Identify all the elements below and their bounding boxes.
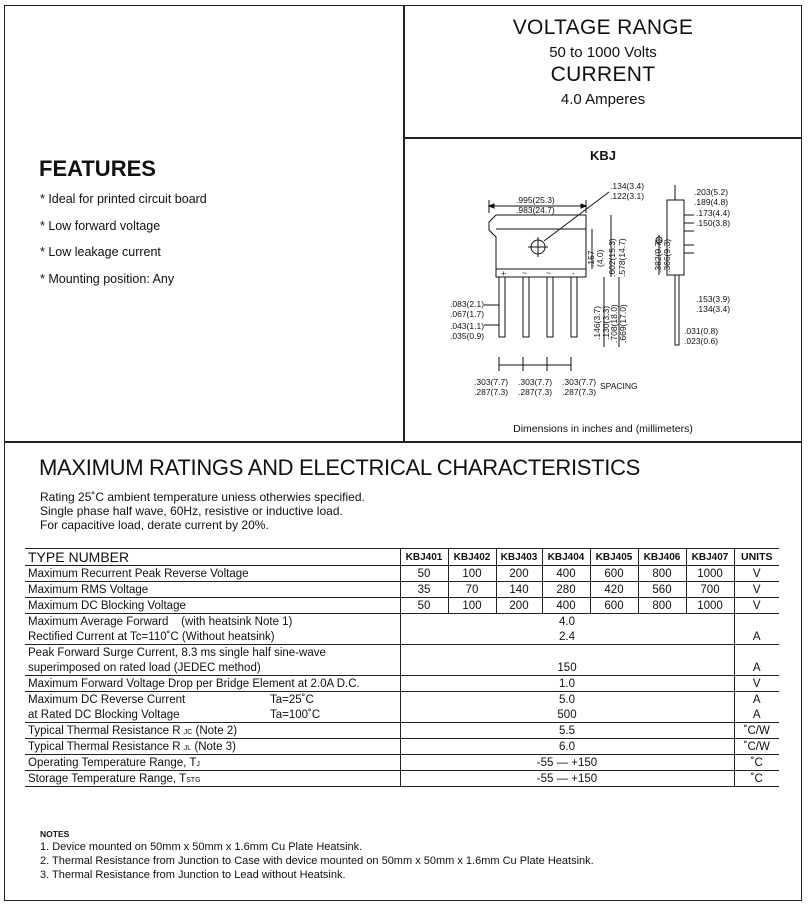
cell-value: 1000 bbox=[686, 598, 734, 614]
table-row bbox=[25, 692, 779, 708]
model-header: KBJ404 bbox=[542, 549, 590, 566]
dim-spacing1-max: .303(7.7) bbox=[474, 377, 509, 387]
dim-side-top-min: .189(4.8) bbox=[694, 197, 729, 207]
dim-lead-len1-max: .146(3.7) bbox=[592, 305, 602, 340]
unit-cell: ˚C bbox=[734, 755, 779, 771]
dim-lead-len2-min: .669(17.0) bbox=[618, 304, 628, 343]
table-row bbox=[25, 582, 779, 598]
note-item: 2. Thermal Resistance from Junction to Case with device mounted on 50mm x 50mm x 1.6mm Cu Plate Heatsink. bbox=[40, 855, 594, 867]
cell-value: 50 bbox=[400, 566, 448, 582]
dim-h1-max: .157 bbox=[586, 250, 596, 267]
cell-value: 5.0 bbox=[400, 692, 734, 708]
cell-value: 600 bbox=[590, 566, 638, 582]
dim-side-lead-max: .153(3.9) bbox=[696, 294, 731, 304]
dim-lead-w-min: .067(1.7) bbox=[450, 309, 485, 319]
rjl-sub: JL bbox=[183, 744, 192, 752]
unit-cell: V bbox=[734, 566, 779, 582]
cell-value: 100 bbox=[448, 598, 496, 614]
divider-header bbox=[404, 137, 802, 139]
table-row bbox=[25, 660, 779, 676]
dim-side-top-max: .203(5.2) bbox=[694, 187, 729, 197]
cell-value: 200 bbox=[496, 566, 542, 582]
rjc-note: (Note 2) bbox=[195, 724, 238, 737]
unit-cell: A bbox=[734, 629, 779, 645]
diagram-caption: Dimensions in inches and (millimeters) bbox=[513, 423, 693, 435]
unit-cell: A bbox=[734, 707, 779, 723]
dim-side-lead-min: .134(3.4) bbox=[696, 304, 731, 314]
cell-value: 800 bbox=[638, 598, 686, 614]
rjc-sub: JC bbox=[183, 728, 193, 736]
param-label bbox=[25, 771, 400, 787]
tstg-label: Storage Temperature Range, T bbox=[28, 772, 187, 785]
dim-hole-max: .134(3.4) bbox=[610, 181, 645, 191]
feature-item: * Ideal for printed circuit board bbox=[40, 192, 207, 206]
cell-value: 400 bbox=[542, 598, 590, 614]
param-label: Maximum Average Forward (with heatsink Note 1) bbox=[25, 614, 400, 630]
features-list bbox=[40, 192, 207, 298]
cell-value: 500 bbox=[400, 707, 734, 723]
ir-line2: at Rated DC Blocking Voltage bbox=[28, 708, 180, 721]
dim-spacing3-min: .287(7.3) bbox=[562, 387, 597, 397]
condition-line: Rating 25˚C ambient temperature uniess otherwies specified. bbox=[40, 490, 365, 504]
model-header: KBJ402 bbox=[448, 549, 496, 566]
param-label: Rectified Current at Tc=110˚C (Without heatsink) bbox=[25, 629, 400, 645]
dim-side-h-max: .382(9.7) bbox=[653, 238, 663, 273]
table-row bbox=[25, 598, 779, 614]
cell-value: 6.0 bbox=[400, 739, 734, 755]
dim-lead-t-max: .043(1.1) bbox=[450, 321, 485, 331]
dim-width-min: .983(24.7) bbox=[516, 205, 555, 215]
dim-lead-t-min: .035(0.9) bbox=[450, 331, 485, 341]
dim-h2-max: .602(15.3) bbox=[607, 238, 617, 277]
table-row bbox=[25, 645, 779, 661]
voltage-range-value: 50 to 1000 Volts bbox=[549, 44, 657, 61]
cell-value: 800 bbox=[638, 566, 686, 582]
current-value: 4.0 Amperes bbox=[560, 91, 646, 108]
terminal-minus-label: - bbox=[572, 268, 575, 278]
cell-value bbox=[400, 645, 734, 661]
rating-conditions bbox=[40, 490, 365, 533]
cell-value: 1.0 bbox=[400, 676, 734, 692]
dim-spacing1-min: .287(7.3) bbox=[474, 387, 509, 397]
ir-cond1: Ta=25˚C bbox=[270, 693, 314, 706]
cell-value: 35 bbox=[400, 582, 448, 598]
model-header: KBJ406 bbox=[638, 549, 686, 566]
param-label: Maximum RMS Voltage bbox=[25, 582, 400, 598]
param-label: superimposed on rated load (JEDEC method) bbox=[25, 660, 400, 676]
unit-cell bbox=[734, 614, 779, 630]
package-title: KBJ bbox=[589, 148, 616, 163]
type-number-header: TYPE NUMBER bbox=[25, 549, 400, 566]
unit-cell: ˚C/W bbox=[734, 723, 779, 739]
rjl-label: Typical Thermal Resistance R bbox=[28, 740, 181, 753]
ratings-table bbox=[25, 548, 779, 787]
note-item: 3. Thermal Resistance from Junction to Lead without Heatsink. bbox=[40, 869, 346, 881]
dim-lead-len2-max: .708(18.0) bbox=[609, 304, 619, 343]
dim-lead-w-max: .083(2.1) bbox=[450, 299, 485, 309]
table-row bbox=[25, 629, 779, 645]
param-label bbox=[25, 739, 400, 755]
feature-item: * Low forward voltage bbox=[40, 218, 161, 233]
cell-value: 280 bbox=[542, 582, 590, 598]
cell-value: 560 bbox=[638, 582, 686, 598]
model-header: KBJ407 bbox=[686, 549, 734, 566]
dim-h1-min: (4.0) bbox=[595, 249, 605, 267]
dim-hole-min: .122(3.1) bbox=[610, 191, 645, 201]
divider-top-section bbox=[4, 441, 802, 443]
cell-value: 400 bbox=[542, 566, 590, 582]
notes-title: NOTES bbox=[40, 829, 70, 839]
param-label bbox=[25, 723, 400, 739]
feature-item: * Low leakage current bbox=[40, 245, 161, 259]
dim-side-mid-min: .150(3.8) bbox=[696, 218, 731, 228]
cell-value: 2.4 bbox=[400, 629, 734, 645]
notes-section bbox=[40, 828, 594, 882]
unit-cell: A bbox=[734, 660, 779, 676]
cell-value: 5.5 bbox=[400, 723, 734, 739]
cell-value: 140 bbox=[496, 582, 542, 598]
unit-cell: V bbox=[734, 676, 779, 692]
table-row bbox=[25, 614, 779, 630]
dim-side-h-min: .366(9.3) bbox=[662, 238, 672, 273]
spacing-label: SPACING bbox=[600, 381, 638, 391]
condition-line: Single phase half wave, 60Hz, resistive or inductive load. bbox=[40, 504, 343, 519]
tj-sub: J bbox=[196, 760, 200, 768]
cell-value: -55 — +150 bbox=[400, 755, 734, 771]
terminal-plus-label: + bbox=[501, 268, 506, 278]
unit-cell: V bbox=[734, 582, 779, 598]
rjl-note: (Note 3) bbox=[194, 740, 236, 753]
cell-value: 100 bbox=[448, 566, 496, 582]
cell-value: 700 bbox=[686, 582, 734, 598]
table-row bbox=[25, 566, 779, 582]
model-header: KBJ401 bbox=[400, 549, 448, 566]
current-label: CURRENT bbox=[550, 63, 656, 86]
table-row bbox=[25, 723, 779, 739]
dim-side-thk-max: .031(0.8) bbox=[684, 326, 719, 336]
param-label bbox=[25, 707, 400, 723]
param-label: Maximum Forward Voltage Drop per Bridge Element at 2.0A D.C. bbox=[25, 676, 400, 692]
cell-value: 50 bbox=[400, 598, 448, 614]
cell-value: 600 bbox=[590, 598, 638, 614]
dim-spacing2-max: .303(7.7) bbox=[518, 377, 553, 387]
param-label: Maximum DC Blocking Voltage bbox=[25, 598, 400, 614]
features-title: FEATURES bbox=[39, 156, 156, 181]
table-row bbox=[25, 755, 779, 771]
ir-cond2: Ta=100˚C bbox=[270, 708, 321, 721]
param-label bbox=[25, 755, 400, 771]
dim-side-thk-min: .023(0.6) bbox=[684, 336, 719, 346]
cell-value: -55 — +150 bbox=[400, 771, 734, 787]
terminal-ac2-label: ~ bbox=[546, 268, 551, 278]
feature-item: * Mounting position: Any bbox=[40, 271, 175, 286]
tstg-sub: STG bbox=[186, 776, 201, 784]
param-label: Maximum Recurrent Peak Reverse Voltage bbox=[25, 566, 400, 582]
unit-cell: V bbox=[734, 598, 779, 614]
unit-cell: ˚C bbox=[734, 771, 779, 787]
condition-line: For capacitive load, derate current by 20%. bbox=[40, 518, 269, 533]
note-item: 1. Device mounted on 50mm x 50mm x 1.6mm Cu Plate Heatsink. bbox=[40, 841, 363, 853]
table-row bbox=[25, 771, 779, 787]
terminal-ac1-label: ~ bbox=[522, 268, 527, 278]
unit-cell: ˚C/W bbox=[734, 739, 779, 755]
voltage-range-label: VOLTAGE RANGE bbox=[512, 16, 694, 39]
model-header: KBJ405 bbox=[590, 549, 638, 566]
dim-lead-len1-min: .130(3.3) bbox=[601, 305, 611, 340]
cell-value: 200 bbox=[496, 598, 542, 614]
cell-value: 4.0 bbox=[400, 614, 734, 630]
dim-h2-min: .578(14.7) bbox=[617, 238, 627, 277]
unit-cell bbox=[734, 645, 779, 661]
table-header-row bbox=[25, 549, 779, 566]
package-outline-drawing bbox=[404, 165, 802, 420]
tj-label: Operating Temperature Range, T bbox=[28, 756, 197, 769]
cell-value: 420 bbox=[590, 582, 638, 598]
units-header: UNITS bbox=[734, 549, 779, 566]
rating-header bbox=[404, 16, 802, 108]
table-row bbox=[25, 676, 779, 692]
rjc-label: Typical Thermal Resistance R bbox=[28, 724, 181, 737]
dim-width-max: .995(25.3) bbox=[516, 195, 555, 205]
dim-spacing3-max: .303(7.7) bbox=[562, 377, 597, 387]
param-label: Peak Forward Surge Current, 8.3 ms single half sine-wave bbox=[25, 645, 400, 661]
dim-spacing2-min: .287(7.3) bbox=[518, 387, 553, 397]
table-row bbox=[25, 739, 779, 755]
ir-line1: Maximum DC Reverse Current bbox=[28, 693, 186, 706]
table-row bbox=[25, 707, 779, 723]
cell-value: 150 bbox=[400, 660, 734, 676]
model-header: KBJ403 bbox=[496, 549, 542, 566]
cell-value: 70 bbox=[448, 582, 496, 598]
dim-side-mid-max: .173(4.4) bbox=[696, 208, 731, 218]
unit-cell: A bbox=[734, 692, 779, 708]
section-title: MAXIMUM RATINGS AND ELECTRICAL CHARACTERISTICS bbox=[39, 455, 641, 480]
cell-value: 1000 bbox=[686, 566, 734, 582]
param-label bbox=[25, 692, 400, 708]
